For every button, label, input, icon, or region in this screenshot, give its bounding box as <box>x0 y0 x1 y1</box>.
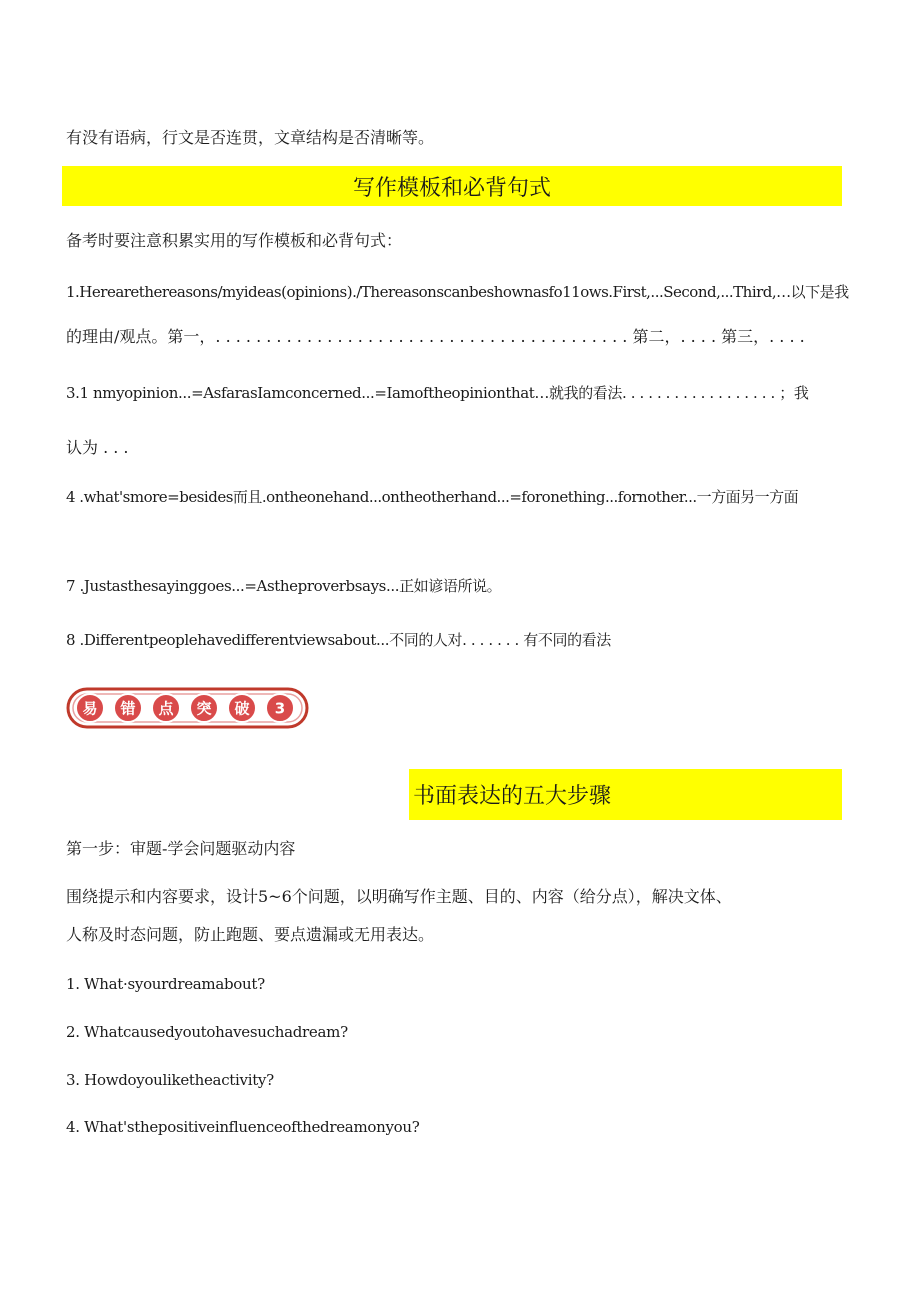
mistake-breakthrough-badge <box>66 683 309 733</box>
template-item-1-line-1: 1.Herearethereasons/myideas(opinions)./Thereasonscanbeshownasfo11ows.First,...Second,...Third,…以下是我 <box>66 283 849 301</box>
section-heading-five-steps: 书面表达的五大步骤 <box>409 769 842 820</box>
badge-circle-5 <box>228 694 256 722</box>
template-item-1-line-2: 的理由/观点。第一，. . . . . . . . . . . . . . . . . . . . . . . . . . . . . . . . . . . . . . . . . 第二，. . . . 第三，. . . . <box>66 327 805 346</box>
step-1-paragraph-line-1: 围绕提示和内容要求，设计5~6个问题，以明确写作主题、目的、内容（给分点），解决文体、 <box>66 887 732 906</box>
question-1: 1. What·syourdreamabout? <box>66 975 265 993</box>
badge-char-2: 错 <box>120 699 136 718</box>
badge-char-3: 点 <box>158 699 174 718</box>
badge-circle-4 <box>190 694 218 722</box>
step-1-title: 第一步：审题-学会问题驱动内容 <box>66 839 296 858</box>
template-item-3: 4 .what'smore=besides而且.ontheonehand...ontheotherhand...=foronething...fornother...一方面另一方面 <box>66 488 799 506</box>
question-2: 2. Whatcausedyoutohavesuchadream? <box>66 1023 348 1041</box>
step-1-paragraph-line-2: 人称及时态问题，防止跑题、要点遗漏或无用表达。 <box>66 925 435 944</box>
intro-line: 有没有语病，行文是否连贯，文章结构是否清晰等。 <box>66 128 435 147</box>
badge-circle-3 <box>152 694 180 722</box>
question-4: 4. What'sthepositiveinfluenceofthedreamonyou? <box>66 1118 420 1136</box>
badge-char-5: 破 <box>234 699 250 718</box>
badge-number: 3 <box>274 699 286 718</box>
section-heading-writing-templates: 写作模板和必背句式 <box>62 166 842 206</box>
badge-char-4: 突 <box>196 699 212 718</box>
template-item-2-line-2: 认为 . . . <box>66 438 129 457</box>
question-3: 3. Howdoyouliketheactivity? <box>66 1071 274 1089</box>
template-item-2-line-1: 3.1 nmyopinion...=AsfarasIamconcerned...=Iamoftheopinionthat…就我的看法. . . . . . . . . . . . . . . . . . ；我 <box>66 384 809 402</box>
template-item-4: 7 .Justasthesayinggoes...=Astheproverbsays...正如谚语所说。 <box>66 577 502 595</box>
template-item-5: 8 .Differentpeoplehavedifferentviewsabout...不同的人对. . . . . . . 有不同的看法 <box>66 631 611 649</box>
badge-char-1: 易 <box>82 699 98 718</box>
badge-circle-number <box>266 694 294 722</box>
badge-circle-2 <box>114 694 142 722</box>
section-lead: 备考时要注意积累实用的写作模板和必背句式： <box>66 231 403 250</box>
badge-circle-1 <box>76 694 104 722</box>
